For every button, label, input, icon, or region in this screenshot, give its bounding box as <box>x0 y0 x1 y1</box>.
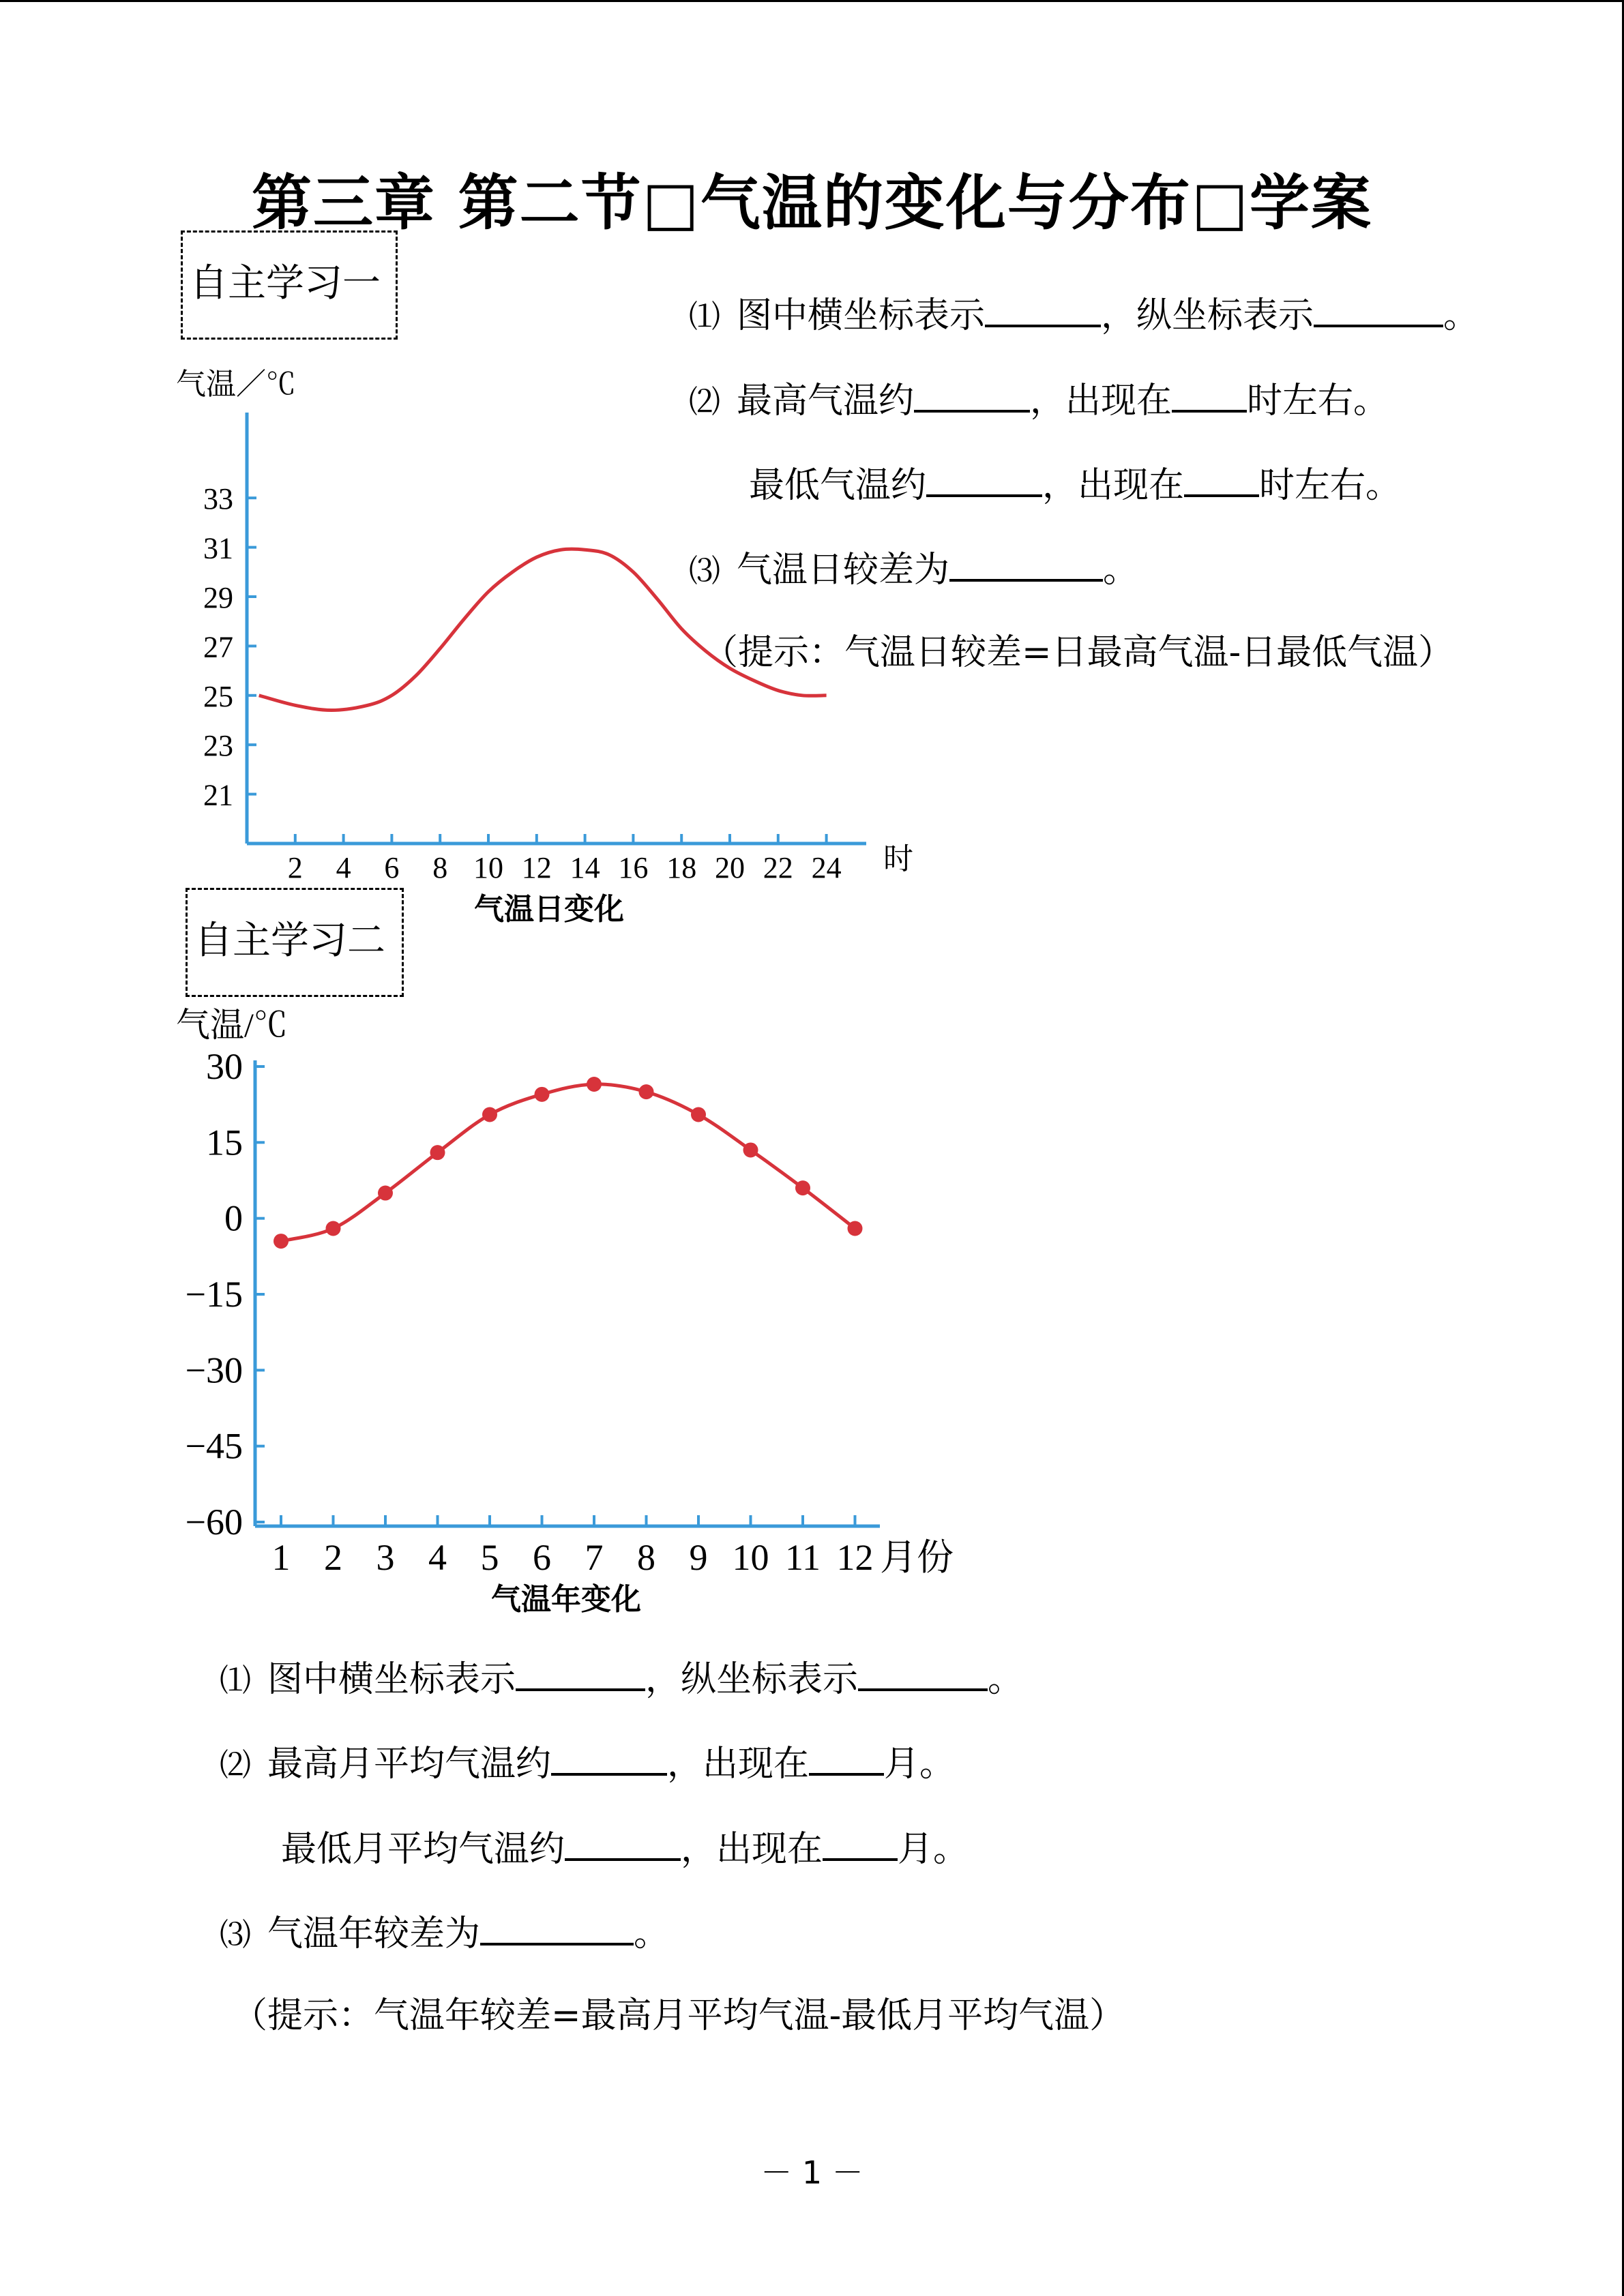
x-tick-label: 11 <box>785 1537 821 1578</box>
x-tick-label: 9 <box>689 1537 708 1578</box>
x-tick-label: 8 <box>432 851 448 884</box>
x-axis-label: 时 <box>883 842 913 876</box>
question-text: ，出现在 <box>667 1744 810 1785</box>
section-tag-2: 自主学习二 <box>186 888 404 997</box>
hint-text: （提示：气温年较差=最高月平均气温-最低月平均气温） <box>232 1995 1125 2036</box>
question-text: 时左右。 <box>1247 381 1389 421</box>
question-text: 图中横坐标表示 <box>737 295 986 336</box>
y-axis-label: 气温／℃ <box>176 368 296 401</box>
x-tick-label: 10 <box>473 851 503 884</box>
data-point <box>378 1186 393 1201</box>
data-point <box>326 1221 341 1236</box>
answer-blank[interactable] <box>1172 377 1247 413</box>
answer-blank[interactable] <box>914 377 1030 413</box>
x-tick-label: 6 <box>533 1537 551 1578</box>
y-tick-label: 33 <box>203 482 233 516</box>
x-tick-label: 22 <box>763 851 793 884</box>
question-number: ⑶ <box>689 552 720 589</box>
question-number: ⑴ <box>689 298 720 335</box>
x-tick-label: 2 <box>324 1537 342 1578</box>
question-text: ，纵坐标表示 <box>1101 295 1314 336</box>
answer-blank[interactable] <box>551 1740 667 1776</box>
x-axis-label: 月份 <box>880 1537 954 1578</box>
y-axis-label: 气温/℃ <box>176 1006 288 1044</box>
x-tick-label: 12 <box>836 1537 874 1578</box>
question-text: 。 <box>634 1913 670 1954</box>
x-tick-label: 2 <box>287 851 303 884</box>
y-tick-label: −15 <box>185 1274 243 1315</box>
y-tick-label: 30 <box>206 1046 243 1087</box>
x-tick-label: 14 <box>570 851 600 884</box>
x-tick-label: 12 <box>521 851 552 884</box>
x-tick-label: 3 <box>376 1537 395 1578</box>
question-number: ⑵ <box>220 1746 251 1783</box>
question-text: 最高气温约 <box>737 381 915 421</box>
data-point <box>691 1107 706 1122</box>
x-tick-label: 4 <box>428 1537 447 1578</box>
answer-blank[interactable] <box>1184 462 1259 497</box>
data-point <box>274 1234 289 1249</box>
y-tick-label: 15 <box>206 1122 243 1163</box>
question-text: 时左右。 <box>1259 465 1402 506</box>
question-number: ⑵ <box>689 383 720 420</box>
temperature-line <box>281 1084 855 1241</box>
chart-title: 气温年变化 <box>491 1582 641 1617</box>
chart-title: 气温日变化 <box>474 892 624 927</box>
y-tick-label: 0 <box>224 1197 243 1239</box>
answer-blank[interactable] <box>926 462 1042 497</box>
y-tick-label: 23 <box>203 729 233 763</box>
question-text: 。 <box>988 1659 1024 1700</box>
answer-blank[interactable] <box>949 546 1103 582</box>
y-tick-label: −30 <box>185 1350 243 1391</box>
answer-blank[interactable] <box>480 1910 634 1945</box>
y-tick-label: 31 <box>203 531 233 565</box>
question-text: 气温日较差为 <box>737 550 950 591</box>
hint-text: （提示：气温日较差=日最高气温-日最低气温） <box>703 632 1454 673</box>
question-2-3 <box>281 1825 969 1870</box>
data-point <box>795 1180 810 1195</box>
answer-blank[interactable] <box>985 292 1101 327</box>
question-text: 。 <box>1103 550 1139 591</box>
question-2-2 <box>220 1740 955 1785</box>
y-tick-label: 25 <box>203 679 233 713</box>
question-text: 图中横坐标表示 <box>267 1659 516 1700</box>
x-tick-label: 4 <box>336 851 351 884</box>
y-tick-label: 27 <box>203 630 233 664</box>
question-number: ⑴ <box>220 1662 251 1699</box>
answer-blank[interactable] <box>809 1740 884 1776</box>
question-text: 气温年较差为 <box>267 1913 481 1954</box>
question-text: ，出现在 <box>1030 381 1172 421</box>
hint-1 <box>703 631 1453 674</box>
y-tick-label: −60 <box>185 1502 243 1542</box>
question-number: ⑶ <box>220 1916 251 1953</box>
x-tick-label: 6 <box>384 851 400 884</box>
answer-blank[interactable] <box>1314 292 1443 327</box>
x-tick-label: 10 <box>732 1537 769 1578</box>
question-1-4 <box>689 546 1138 591</box>
data-point <box>535 1087 550 1102</box>
data-point <box>430 1145 445 1160</box>
y-tick-label: −45 <box>185 1425 243 1467</box>
page-border-top <box>0 0 1624 2</box>
page-number: － 1 － <box>761 2154 863 2191</box>
question-text: ，纵坐标表示 <box>645 1659 859 1700</box>
answer-blank[interactable] <box>823 1825 898 1861</box>
question-1-2 <box>689 377 1389 422</box>
question-2-4 <box>220 1910 669 1955</box>
page-title: 第三章 第二节□气温的变化与分布□学案 <box>252 168 1372 238</box>
question-text: 最低月平均气温约 <box>281 1829 565 1870</box>
x-tick-label: 1 <box>271 1537 291 1578</box>
answer-blank[interactable] <box>516 1656 645 1691</box>
data-point <box>587 1077 602 1092</box>
x-tick-label: 5 <box>480 1537 499 1578</box>
question-text: ，出现在 <box>681 1829 823 1870</box>
x-tick-label: 18 <box>666 851 697 884</box>
question-text: 最高月平均气温约 <box>267 1744 552 1785</box>
x-tick-label: 24 <box>811 851 842 884</box>
hint-2 <box>232 1995 1125 2037</box>
y-tick-label: 29 <box>203 581 233 614</box>
answer-blank[interactable] <box>565 1825 681 1861</box>
question-1-1 <box>689 292 1479 337</box>
question-text: 月。 <box>898 1829 969 1870</box>
x-tick-label: 20 <box>715 851 745 884</box>
question-1-3 <box>749 462 1401 507</box>
section-tag-1: 自主学习一 <box>181 230 398 340</box>
y-tick-label: 21 <box>203 778 233 812</box>
x-tick-label: 8 <box>637 1537 655 1578</box>
question-text: ，出现在 <box>1042 465 1185 506</box>
question-text: 月。 <box>884 1744 956 1785</box>
data-point <box>743 1142 758 1157</box>
data-point <box>639 1084 654 1099</box>
question-2-1 <box>220 1656 1023 1701</box>
question-text: 最低气温约 <box>749 465 927 506</box>
x-tick-label: 7 <box>585 1537 604 1578</box>
question-text: 。 <box>1443 295 1479 336</box>
answer-blank[interactable] <box>858 1656 988 1691</box>
data-point <box>482 1107 497 1122</box>
x-tick-label: 16 <box>618 851 649 884</box>
data-point <box>848 1221 863 1236</box>
